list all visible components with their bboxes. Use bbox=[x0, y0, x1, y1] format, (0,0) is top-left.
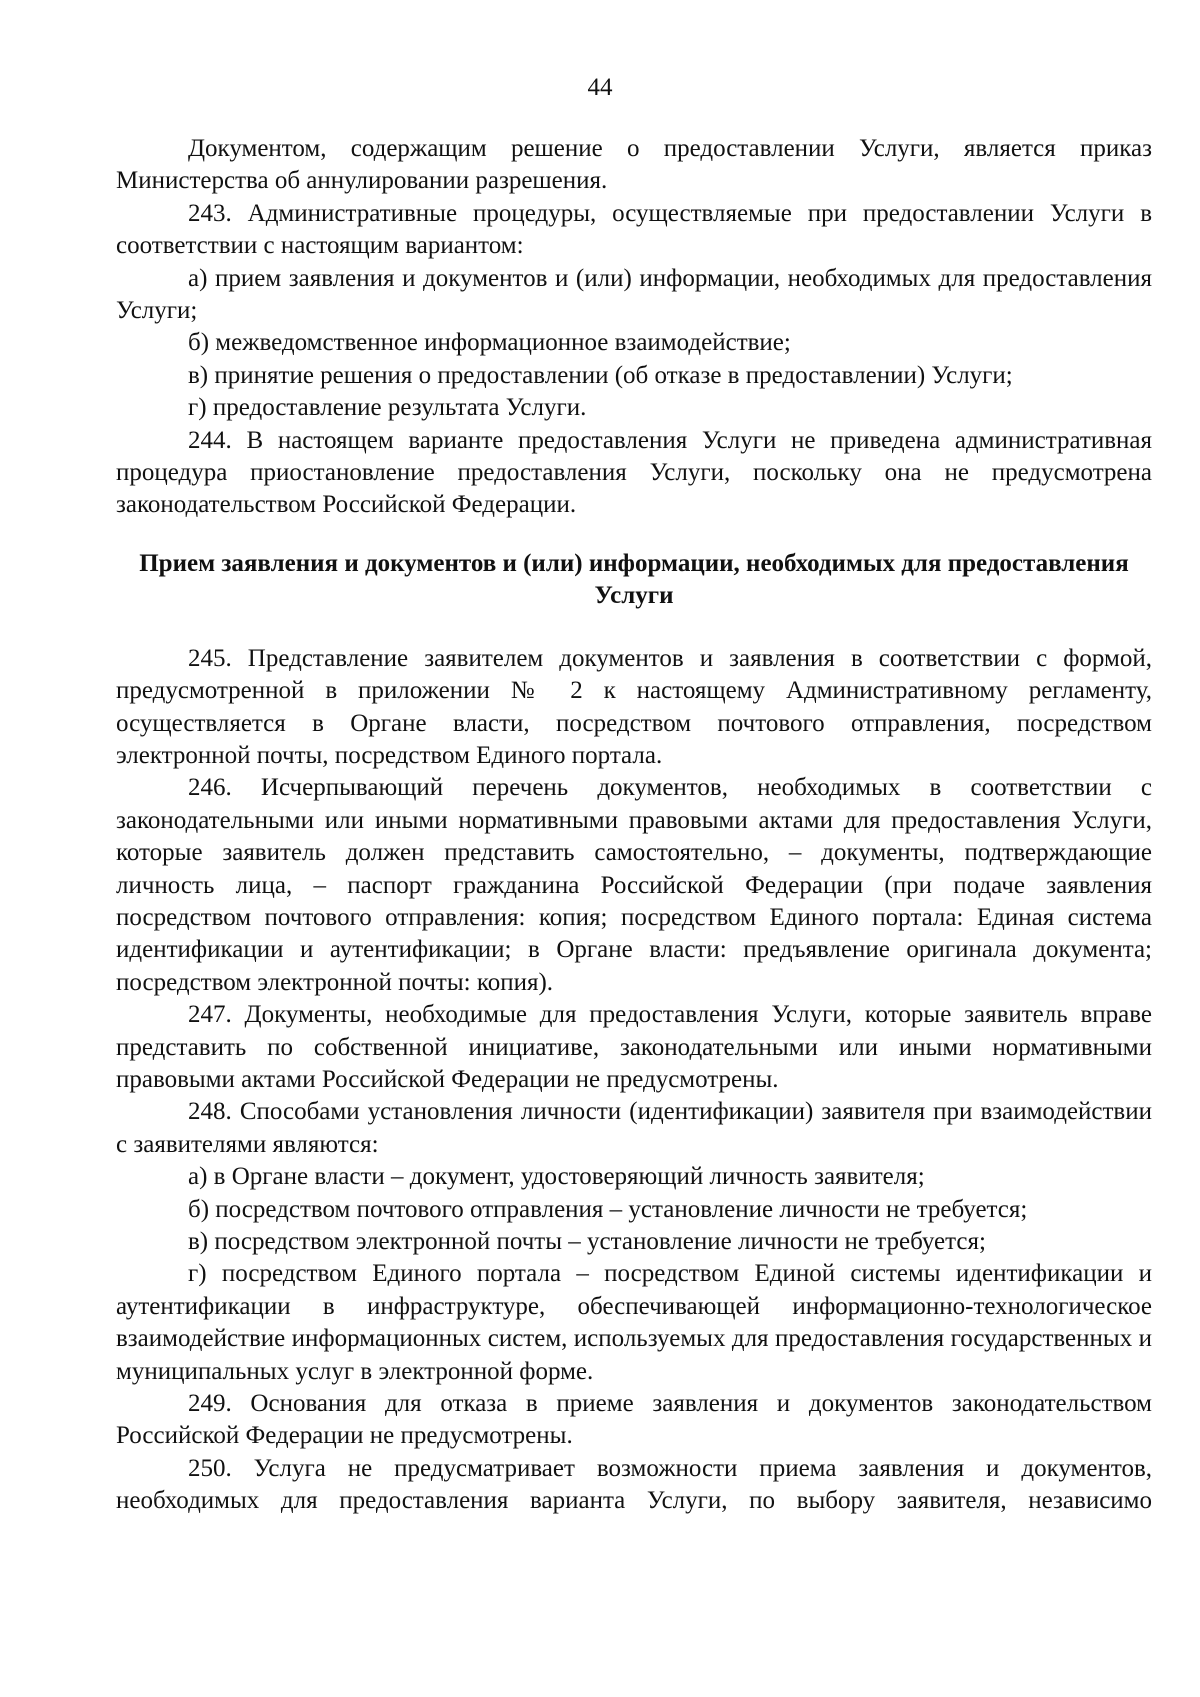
page-number: 44 bbox=[587, 74, 613, 101]
paragraph-244: 244. В настоящем варианте предоставления Услуги не приведена административная процедура приостановление предоставления Услуги, поскольку она не предусмотрена законодательством Российской Федерации. bbox=[116, 426, 1152, 519]
list-item-248-a: а) в Органе власти – документ, удостоверяющий личность заявителя; bbox=[188, 1163, 925, 1191]
paragraph-245: 245. Представление заявителем документов и заявления в соответствии с формой, предусмотренной в приложении № 2 к настоящему Административному регламенту, осуществляется в Органе власти, посредством почтового отправления, посредством электронной почты, посредством Единого портала. bbox=[116, 644, 1152, 769]
paragraph-248: 248. Способами установления личности (идентификации) заявителя при взаимодействии с заявителями являются: bbox=[116, 1098, 1152, 1158]
paragraph-249: 249. Основания для отказа в приеме заявления и документов законодательством Российской Федерации не предусмотрены. bbox=[116, 1390, 1152, 1450]
list-item-248-v: в) посредством электронной почты – установление личности не требуется; bbox=[188, 1228, 986, 1255]
list-item-243-g: г) предоставление результата Услуги. bbox=[188, 394, 587, 422]
list-item-248-b: б) посредством почтового отправления – установление личности не требуется; bbox=[188, 1195, 1028, 1223]
document-body bbox=[116, 133, 1152, 1518]
paragraph-246: 246. Исчерпывающий перечень документов, необходимых в соответствии с законодательными или иными нормативными правовыми актами для предоставления Услуги, которые заявитель должен представить самостоятельно, – документы, подтверждающие личность лица, – паспорт гражданина Российской Федерации (при подаче заявления посредством почтового отправления: копия; посредством Единого портала: Единая система идентификации и аутентификации; в Органе власти: предъявление оригинала документа; посредством электронной почты: копия). bbox=[116, 774, 1152, 996]
list-item-243-a: а) прием заявления и документов и (или) информации, необходимых для предоставления Услуги; bbox=[116, 264, 1152, 325]
paragraph-250: 250. Услуга не предусматривает возможности приема заявления и документов, необходимых для предоставления варианта Услуги, по выбору заявителя, независимо bbox=[116, 1454, 1152, 1515]
list-item-243-v: в) принятие решения о предоставлении (об отказе в предоставлении) Услуги; bbox=[188, 361, 1013, 389]
list-item-243-b: б) межведомственное информационное взаимодействие; bbox=[188, 329, 791, 357]
section-heading: Прием заявления и документов и (или) информации, необходимых для предоставления Услуги bbox=[139, 549, 1129, 610]
paragraph-decision-document: Документом, содержащим решение о предоставлении Услуги, является приказ Министерства об аннулировании разрешения. bbox=[116, 135, 1152, 195]
paragraph-247: 247. Документы, необходимые для предоставления Услуги, которые заявитель вправе представить по собственной инициативе, законодательными или иными нормативными правовыми актами Российской Федерации не предусмотрены. bbox=[116, 1001, 1152, 1093]
list-item-248-g: г) посредством Единого портала – посредством Единой системы идентификации и аутентификации в инфраструктуре, обеспечивающей информационно-технологическое взаимодействие информационных систем, используемых для предоставления государственных и муниципальных услуг в электронной форме. bbox=[116, 1260, 1152, 1385]
paragraph-243: 243. Административные процедуры, осуществляемые при предоставлении Услуги в соответствии с настоящим вариантом: bbox=[116, 199, 1152, 260]
